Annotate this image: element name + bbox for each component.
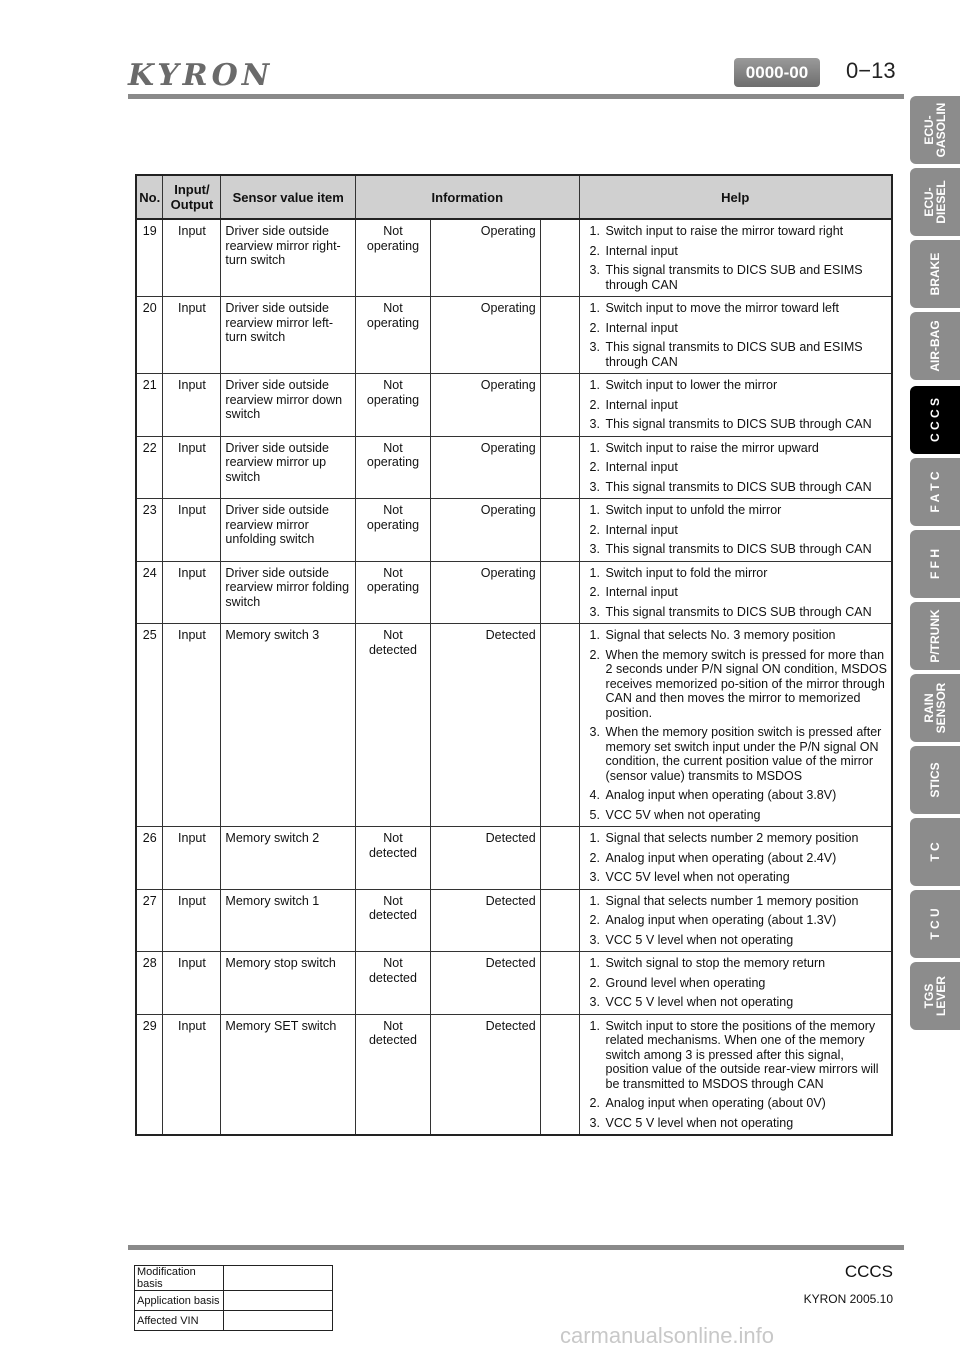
section-tab-label: T C: [928, 842, 942, 862]
header-input-output: Input/ Output: [163, 175, 221, 219]
row-input-output: Input: [163, 499, 221, 562]
row-sensor-item: Driver side outside rearview mirror right-turn switch: [221, 219, 356, 297]
help-list-item: 1. Signal that selects No. 3 memory position: [589, 628, 836, 642]
row-info-inactive: Not operating: [356, 561, 431, 624]
row-info-inactive: Not operating: [356, 436, 431, 499]
section-tab[interactable]: [910, 386, 960, 454]
row-info-inactive: Not operating: [356, 499, 431, 562]
help-list-item: 3. VCC 5 V level when not operating: [589, 1115, 794, 1130]
help-text: This signal transmits to DICS SUB and ESIMS through CAN: [605, 263, 863, 292]
row-input-output: Input: [163, 624, 221, 827]
help-list-item: 3. This signal transmits to DICS SUB and ESIMS through CAN: [589, 263, 863, 292]
help-list: [584, 956, 887, 1010]
header-help: Help: [579, 175, 892, 219]
row-sensor-item: Memory switch 3: [221, 624, 356, 827]
help-text: Switch input to lower the mirror: [605, 378, 778, 392]
help-list-item: 1. Switch input to store the positions of the memory related mechanisms. When one of the memory switch among 3 is pressed after this signal, position value of the outside rear-view mirrors will be transmitted to MSDOS through CAN: [589, 1018, 879, 1091]
help-list-item: 2. Internal input: [589, 585, 678, 599]
section-tab-label: TGS LEVER: [922, 975, 948, 1017]
section-tab-label: BRAKE: [928, 252, 942, 296]
row-info-spacer: [540, 436, 579, 499]
row-no: 28: [136, 952, 163, 1015]
help-list: [584, 441, 887, 495]
basis-row: [135, 1291, 333, 1311]
help-text: Signal that selects number 1 memory position: [605, 893, 859, 908]
help-text: Internal input: [605, 243, 678, 258]
section-tab-label: ECU- DIESEL: [922, 180, 948, 224]
help-text: Switch input to fold the mirror: [605, 565, 768, 580]
help-text: VCC 5V when not operating: [605, 807, 761, 822]
table-row: [136, 624, 892, 827]
section-tab-label: T C U: [928, 908, 942, 940]
help-text: VCC 5V level when not operating: [605, 870, 790, 884]
section-code-badge: 0000-00: [734, 58, 820, 87]
row-info-active: Operating: [430, 436, 540, 499]
row-sensor-item: Driver side outside rearview mirror down switch: [221, 374, 356, 437]
help-text: Internal input: [605, 522, 678, 537]
row-sensor-item: Driver side outside rearview mirror left-turn switch: [221, 297, 356, 374]
application-basis-label: Application basis: [135, 1291, 224, 1311]
help-text: Switch input to store the positions of the memory related mechanisms. When one of the memory switch among 3 is pressed after this signal, position value of the outside rear-view mirrors will be transmitted to MSDOS through CAN: [605, 1018, 879, 1091]
row-info-spacer: [540, 889, 579, 952]
row-no: 27: [136, 889, 163, 952]
row-info-active: Operating: [430, 297, 540, 374]
help-list-item: 2. Analog input when operating (about 1.3V): [589, 913, 837, 927]
help-list: [584, 894, 887, 948]
row-input-output: Input: [163, 561, 221, 624]
help-text: VCC 5 V level when not operating: [605, 995, 794, 1009]
table-row: [136, 297, 892, 374]
section-tab-label: STICS: [928, 762, 942, 798]
help-text: Switch input to unfold the mirror: [605, 503, 782, 517]
help-list-item: 1. Signal that selects number 2 memory position: [589, 831, 859, 845]
help-list-item: 1. Switch input to unfold the mirror: [589, 503, 782, 517]
row-no: 22: [136, 436, 163, 499]
section-tab-label: F A T C: [928, 471, 942, 513]
modification-basis-label: Modification basis: [135, 1266, 224, 1291]
table-row: [136, 374, 892, 437]
help-list-item: 3. This signal transmits to DICS SUB through CAN: [589, 604, 872, 619]
header-divider: [128, 94, 904, 99]
row-input-output: Input: [163, 827, 221, 890]
section-tab-label: P/TRUNK: [928, 609, 942, 663]
header-sensor-value-item: Sensor value item: [221, 175, 356, 219]
help-list-item: 1. Signal that selects number 1 memory position: [589, 893, 859, 908]
help-list-item: 2. Analog input when operating (about 0V): [589, 1096, 826, 1110]
row-info-active: Detected: [430, 827, 540, 890]
section-tab-label: C C C S: [928, 397, 942, 443]
row-info-inactive: Not operating: [356, 374, 431, 437]
help-list-item: 2. When the memory switch is pressed for more than 2 seconds under P/N signal ON condition, MSDOS receives memorized po-sition of the mirror through CAN and then moves the mirror to memorized position.: [589, 647, 887, 720]
help-text: Internal input: [605, 320, 678, 335]
help-list-item: 3. This signal transmits to DICS SUB through CAN: [589, 542, 872, 556]
row-info-inactive: Not detected: [356, 624, 431, 827]
footer-divider: [128, 1245, 904, 1250]
row-info-spacer: [540, 219, 579, 297]
help-list: [584, 566, 887, 620]
watermark: carmanualsonline.info: [560, 1323, 775, 1348]
section-tab[interactable]: [910, 240, 960, 308]
help-text: This signal transmits to DICS SUB through CAN: [605, 604, 872, 619]
row-no: 25: [136, 624, 163, 827]
row-help: [579, 297, 892, 374]
section-tab[interactable]: [910, 962, 960, 1030]
help-text: Switch input to raise the mirror upward: [605, 440, 819, 455]
help-list-item: 2. Internal input: [589, 397, 678, 412]
row-sensor-item: Driver side outside rearview mirror unfolding switch: [221, 499, 356, 562]
row-help: [579, 889, 892, 952]
row-info-spacer: [540, 952, 579, 1015]
help-text: Internal input: [605, 460, 678, 474]
footer-model-date: KYRON 2005.10: [803, 1292, 893, 1306]
help-text: When the memory switch is pressed for more than 2 seconds under P/N signal ON condition, MSDOS receives memorized po-sition of the mirror through CAN and then moves the mirror to memorized position.: [605, 647, 887, 720]
help-text: Switch input to raise the mirror toward right: [605, 224, 844, 238]
affected-vin-value: [224, 1311, 333, 1331]
section-tab[interactable]: [910, 312, 960, 380]
row-info-active: Operating: [430, 374, 540, 437]
row-info-active: Operating: [430, 219, 540, 297]
modification-basis-value: [224, 1266, 333, 1291]
help-list-item: 1. Switch signal to stop the memory return: [589, 956, 826, 970]
row-info-spacer: [540, 624, 579, 827]
row-info-spacer: [540, 374, 579, 437]
row-help: [579, 561, 892, 624]
section-tab[interactable]: [910, 818, 960, 886]
help-list-item: 1. Switch input to raise the mirror toward right: [589, 224, 844, 238]
help-list: [584, 224, 887, 292]
table-row: [136, 499, 892, 562]
help-list-item: 2. Ground level when operating: [589, 975, 766, 990]
table-row: [136, 889, 892, 952]
table-row: [136, 561, 892, 624]
row-sensor-item: Driver side outside rearview mirror folding switch: [221, 561, 356, 624]
row-no: 29: [136, 1014, 163, 1135]
table-row: [136, 952, 892, 1015]
help-list: [584, 378, 887, 432]
help-list-item: 1. Switch input to fold the mirror: [589, 565, 768, 580]
row-info-inactive: Not operating: [356, 219, 431, 297]
help-list-item: 3. When the memory position switch is pressed after memory set switch input under the P/N signal ON condition, the current position value of the mirror (sensor value) transmits to MSDOS: [589, 725, 882, 783]
help-list-item: 3. VCC 5V level when not operating: [589, 870, 790, 884]
row-info-inactive: Not detected: [356, 952, 431, 1015]
header-no: No.: [136, 175, 163, 219]
help-text: Switch signal to stop the memory return: [605, 956, 826, 970]
row-input-output: Input: [163, 436, 221, 499]
section-tab-label: AIR-BAG: [928, 320, 942, 372]
row-help: [579, 624, 892, 827]
help-list-item: 1. Switch input to raise the mirror upward: [589, 440, 819, 455]
affected-vin-label: Affected VIN: [135, 1311, 224, 1331]
help-list-item: 2. Internal input: [589, 460, 678, 474]
revision-basis-table: [134, 1265, 333, 1331]
row-input-output: Input: [163, 374, 221, 437]
help-text: This signal transmits to DICS SUB and ESIMS through CAN: [605, 340, 863, 369]
help-list-item: 2. Internal input: [589, 522, 678, 537]
help-list-item: 3. VCC 5 V level when not operating: [589, 995, 794, 1009]
help-text: Analog input when operating (about 2.4V): [605, 850, 837, 865]
help-text: This signal transmits to DICS SUB through CAN: [605, 417, 872, 431]
row-help: [579, 436, 892, 499]
footer-section-name: CCCS: [844, 1262, 893, 1281]
help-list-item: 4. Analog input when operating (about 3.8V): [589, 788, 837, 802]
help-list-item: 2. Internal input: [589, 320, 678, 335]
section-tab[interactable]: [910, 530, 960, 598]
application-basis-value: [224, 1291, 333, 1311]
table-row: [136, 219, 892, 297]
row-info-spacer: [540, 499, 579, 562]
section-tab[interactable]: [910, 458, 960, 526]
page-number: 0−13: [846, 58, 896, 83]
row-input-output: Input: [163, 297, 221, 374]
section-tab[interactable]: [910, 890, 960, 958]
help-text: Analog input when operating (about 3.8V): [605, 788, 837, 802]
row-info-active: Detected: [430, 952, 540, 1015]
row-info-spacer: [540, 1014, 579, 1135]
brand-logo: KYRON: [128, 58, 274, 93]
row-help: [579, 952, 892, 1015]
help-list-item: 3. This signal transmits to DICS SUB through CAN: [589, 417, 872, 431]
row-info-active: Operating: [430, 499, 540, 562]
row-info-inactive: Not detected: [356, 1014, 431, 1135]
section-tab-label: F F H: [928, 549, 942, 579]
section-tab[interactable]: [910, 168, 960, 236]
section-tab-label: RAIN SENSOR: [922, 682, 948, 734]
help-text: Analog input when operating (about 0V): [605, 1096, 826, 1110]
row-info-inactive: Not operating: [356, 297, 431, 374]
help-text: VCC 5 V level when not operating: [605, 1115, 794, 1130]
header-information: Information: [356, 175, 580, 219]
row-input-output: Input: [163, 952, 221, 1015]
table-row: [136, 1014, 892, 1135]
table-header-row: [136, 175, 892, 219]
row-no: 19: [136, 219, 163, 297]
row-help: [579, 374, 892, 437]
row-info-active: Operating: [430, 561, 540, 624]
help-list: [584, 301, 887, 369]
row-input-output: Input: [163, 889, 221, 952]
row-info-inactive: Not detected: [356, 827, 431, 890]
sensor-value-table: [135, 174, 893, 1136]
row-info-active: Detected: [430, 889, 540, 952]
help-text: This signal transmits to DICS SUB through CAN: [605, 542, 872, 556]
help-text: Signal that selects No. 3 memory position: [605, 628, 836, 642]
help-list-item: 2. Internal input: [589, 243, 678, 258]
row-no: 21: [136, 374, 163, 437]
help-list-item: 1. Switch input to lower the mirror: [589, 378, 778, 392]
row-info-spacer: [540, 561, 579, 624]
basis-row: [135, 1311, 333, 1331]
help-text: Internal input: [605, 585, 678, 599]
row-help: [579, 219, 892, 297]
row-sensor-item: Driver side outside rearview mirror up switch: [221, 436, 356, 499]
row-sensor-item: Memory SET switch: [221, 1014, 356, 1135]
row-help: [579, 499, 892, 562]
help-list-item: 2. Analog input when operating (about 2.4V): [589, 850, 837, 865]
row-sensor-item: Memory switch 2: [221, 827, 356, 890]
help-text: When the memory position switch is pressed after memory set switch input under the P/N signal ON condition, the current position value of the mirror (sensor value) transmits to MSDOS: [605, 725, 882, 783]
row-sensor-item: Memory switch 1: [221, 889, 356, 952]
section-tab[interactable]: [910, 96, 960, 164]
row-info-spacer: [540, 297, 579, 374]
help-text: Ground level when operating: [605, 975, 766, 990]
row-no: 24: [136, 561, 163, 624]
row-no: 23: [136, 499, 163, 562]
help-text: Signal that selects number 2 memory position: [605, 831, 859, 845]
help-text: Switch input to move the mirror toward left: [605, 301, 839, 315]
row-no: 26: [136, 827, 163, 890]
help-list: [584, 1019, 887, 1131]
help-text: This signal transmits to DICS SUB through CAN: [605, 479, 872, 494]
section-tab-label: ECU- GASOLIN: [922, 102, 948, 158]
help-list: [584, 503, 887, 557]
row-info-active: Detected: [430, 624, 540, 827]
row-help: [579, 827, 892, 890]
table-row: [136, 827, 892, 890]
row-no: 20: [136, 297, 163, 374]
table-row: [136, 436, 892, 499]
help-text: Analog input when operating (about 1.3V): [605, 913, 837, 927]
help-text: VCC 5 V level when not operating: [605, 932, 794, 947]
section-tab[interactable]: [910, 746, 960, 814]
help-list: [584, 628, 887, 822]
row-info-inactive: Not detected: [356, 889, 431, 952]
section-tab[interactable]: [910, 602, 960, 670]
row-info-spacer: [540, 827, 579, 890]
help-list-item: 3. This signal transmits to DICS SUB and ESIMS through CAN: [589, 340, 863, 369]
row-input-output: Input: [163, 219, 221, 297]
help-list-item: 5. VCC 5V when not operating: [589, 807, 761, 822]
section-tab[interactable]: [910, 674, 960, 742]
help-list: [584, 831, 887, 885]
help-list-item: 3. This signal transmits to DICS SUB through CAN: [589, 479, 872, 494]
basis-row: [135, 1266, 333, 1291]
row-sensor-item: Memory stop switch: [221, 952, 356, 1015]
row-info-active: Detected: [430, 1014, 540, 1135]
row-input-output: Input: [163, 1014, 221, 1135]
row-help: [579, 1014, 892, 1135]
help-list-item: 3. VCC 5 V level when not operating: [589, 932, 794, 947]
help-list-item: 1. Switch input to move the mirror toward left: [589, 301, 839, 315]
help-text: Internal input: [605, 397, 678, 412]
